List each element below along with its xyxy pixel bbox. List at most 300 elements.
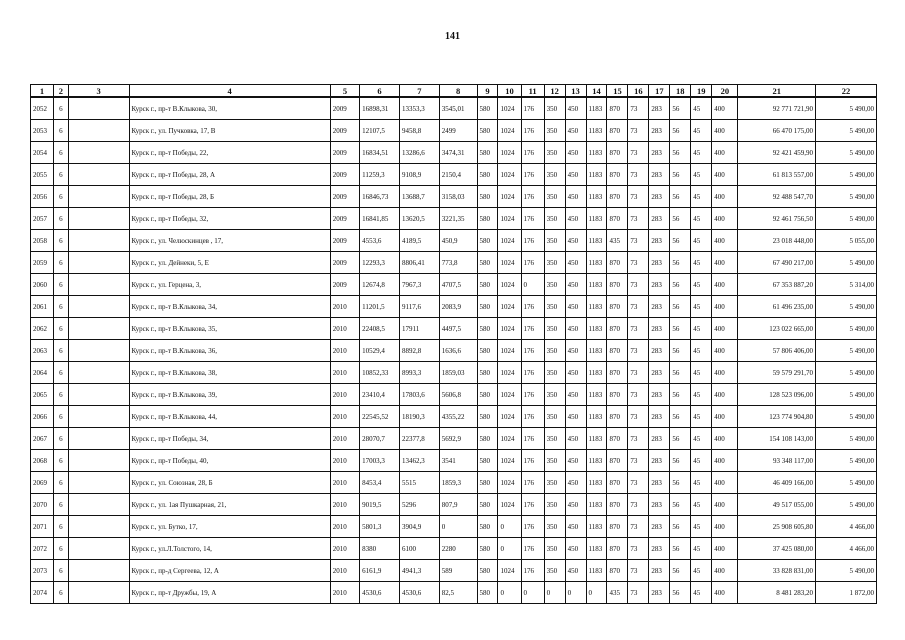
table-cell: 5 055,00 — [816, 230, 877, 252]
table-cell: 82,5 — [439, 582, 477, 604]
table-cell: 1636,6 — [439, 340, 477, 362]
table-cell: 5 490,00 — [816, 252, 877, 274]
table-cell: 4707,5 — [439, 274, 477, 296]
table-cell: 8806,41 — [399, 252, 439, 274]
table-row — [31, 120, 877, 142]
table-cell: 0 — [439, 516, 477, 538]
table-cell: 176 — [521, 97, 544, 120]
table-cell: 450 — [565, 97, 586, 120]
table-cell: 4530,6 — [360, 582, 400, 604]
table-cell: 870 — [607, 560, 628, 582]
table-cell: 450 — [565, 494, 586, 516]
table-cell: 4 466,00 — [816, 538, 877, 560]
table-cell: 73 — [628, 208, 649, 230]
table-cell: 5 490,00 — [816, 384, 877, 406]
address-cell: Курск г., ул. Челюскинцев , 17, — [129, 230, 330, 252]
address-cell: Курск г., пр-т В.Клыкова, 35, — [129, 318, 330, 340]
table-cell: 2009 — [330, 97, 359, 120]
column-header: 19 — [691, 85, 712, 98]
table-cell: 1024 — [498, 362, 521, 384]
table-cell: 2010 — [330, 384, 359, 406]
table-cell: 2010 — [330, 494, 359, 516]
table-cell: 9458,8 — [399, 120, 439, 142]
table-cell: 46 409 166,00 — [738, 472, 816, 494]
table-cell — [68, 472, 129, 494]
table-cell: 283 — [649, 186, 670, 208]
table-cell: 580 — [477, 164, 498, 186]
address-cell: Курск г., ул. Союзная, 28, Б — [129, 472, 330, 494]
table-cell: 9117,6 — [399, 296, 439, 318]
table-row — [31, 472, 877, 494]
table-cell: 2066 — [31, 406, 54, 428]
table-cell: 2499 — [439, 120, 477, 142]
table-cell — [68, 384, 129, 406]
table-cell: 8453,4 — [360, 472, 400, 494]
table-cell: 56 — [670, 120, 691, 142]
table-cell: 5 490,00 — [816, 362, 877, 384]
table-cell: 2058 — [31, 230, 54, 252]
table-cell: 57 806 406,00 — [738, 340, 816, 362]
table-cell: 5 490,00 — [816, 428, 877, 450]
table-cell: 580 — [477, 428, 498, 450]
table-cell: 580 — [477, 230, 498, 252]
table-cell: 350 — [544, 538, 565, 560]
table-cell: 870 — [607, 97, 628, 120]
table-cell: 6 — [54, 362, 69, 384]
table-cell: 4553,6 — [360, 230, 400, 252]
table-cell: 56 — [670, 340, 691, 362]
table-cell: 16898,31 — [360, 97, 400, 120]
table-cell: 870 — [607, 340, 628, 362]
table-cell: 176 — [521, 362, 544, 384]
table-cell: 400 — [712, 186, 738, 208]
table-cell: 4189,5 — [399, 230, 439, 252]
table-cell: 45 — [691, 274, 712, 296]
address-cell: Курск г., пр-т Победы, 28, А — [129, 164, 330, 186]
table-cell: 45 — [691, 164, 712, 186]
table-cell: 13286,6 — [399, 142, 439, 164]
table-cell: 3221,35 — [439, 208, 477, 230]
table-cell: 45 — [691, 252, 712, 274]
table-cell: 400 — [712, 120, 738, 142]
table-cell: 2010 — [330, 428, 359, 450]
table-cell: 2062 — [31, 318, 54, 340]
table-cell: 400 — [712, 582, 738, 604]
table-cell: 176 — [521, 120, 544, 142]
table-cell: 450 — [565, 340, 586, 362]
address-cell: Курск г., пр-т В.Клыкова, 39, — [129, 384, 330, 406]
column-header: 15 — [607, 85, 628, 98]
table-cell: 1183 — [586, 296, 607, 318]
table-cell: 350 — [544, 318, 565, 340]
table-cell: 1183 — [586, 318, 607, 340]
column-header: 2 — [54, 85, 69, 98]
table-cell: 2009 — [330, 142, 359, 164]
table-cell: 283 — [649, 516, 670, 538]
table-cell: 283 — [649, 142, 670, 164]
table-row — [31, 494, 877, 516]
table-cell: 2010 — [330, 560, 359, 582]
table-cell: 283 — [649, 296, 670, 318]
table-cell: 12107,5 — [360, 120, 400, 142]
table-cell: 13462,3 — [399, 450, 439, 472]
table-cell: 5 490,00 — [816, 208, 877, 230]
table-cell: 2074 — [31, 582, 54, 604]
table-cell: 1024 — [498, 318, 521, 340]
table-cell: 283 — [649, 428, 670, 450]
column-header: 21 — [738, 85, 816, 98]
table-cell: 25 908 605,80 — [738, 516, 816, 538]
table-cell: 45 — [691, 142, 712, 164]
table-row — [31, 318, 877, 340]
table-cell: 870 — [607, 274, 628, 296]
table-cell: 1024 — [498, 384, 521, 406]
table-cell: 807,9 — [439, 494, 477, 516]
table-cell: 400 — [712, 230, 738, 252]
table-cell: 8 481 283,20 — [738, 582, 816, 604]
column-header: 10 — [498, 85, 521, 98]
table-cell: 2063 — [31, 340, 54, 362]
column-header: 11 — [521, 85, 544, 98]
table-cell: 3158,03 — [439, 186, 477, 208]
address-cell: Курск г., пр-т В.Клыкова, 30, — [129, 97, 330, 120]
table-cell: 400 — [712, 164, 738, 186]
table-cell: 400 — [712, 384, 738, 406]
page-number: 141 — [445, 31, 460, 42]
table-cell: 176 — [521, 560, 544, 582]
table-cell: 350 — [544, 142, 565, 164]
table-cell: 73 — [628, 230, 649, 252]
table-cell: 45 — [691, 97, 712, 120]
table-cell: 1183 — [586, 142, 607, 164]
table-cell: 400 — [712, 142, 738, 164]
table-cell: 56 — [670, 230, 691, 252]
table-cell: 6 — [54, 186, 69, 208]
table-row — [31, 230, 877, 252]
table-cell: 450 — [565, 230, 586, 252]
table-cell: 22377,8 — [399, 428, 439, 450]
table-cell: 283 — [649, 274, 670, 296]
table-cell: 45 — [691, 428, 712, 450]
table-cell: 1024 — [498, 97, 521, 120]
table-cell: 2083,9 — [439, 296, 477, 318]
table-cell: 123 022 665,00 — [738, 318, 816, 340]
table-cell: 8993,3 — [399, 362, 439, 384]
column-header: 18 — [670, 85, 691, 98]
table-cell: 123 774 904,80 — [738, 406, 816, 428]
table-cell: 283 — [649, 252, 670, 274]
table-cell: 400 — [712, 560, 738, 582]
table-cell: 56 — [670, 560, 691, 582]
table-cell: 176 — [521, 340, 544, 362]
table-cell: 73 — [628, 362, 649, 384]
table-cell: 870 — [607, 428, 628, 450]
column-header: 7 — [399, 85, 439, 98]
table-cell: 450 — [565, 428, 586, 450]
table-cell: 56 — [670, 296, 691, 318]
table-cell — [68, 252, 129, 274]
table-cell: 56 — [670, 142, 691, 164]
table-cell: 0 — [498, 582, 521, 604]
table-cell: 45 — [691, 494, 712, 516]
table-cell: 2009 — [330, 230, 359, 252]
table-cell: 45 — [691, 384, 712, 406]
table-cell: 45 — [691, 582, 712, 604]
table-cell: 56 — [670, 164, 691, 186]
table-cell: 2054 — [31, 142, 54, 164]
table-cell: 400 — [712, 472, 738, 494]
table-cell: 6 — [54, 560, 69, 582]
table-cell: 283 — [649, 164, 670, 186]
table-cell: 450 — [565, 362, 586, 384]
table-cell: 45 — [691, 340, 712, 362]
table-cell: 580 — [477, 186, 498, 208]
table-cell: 17803,6 — [399, 384, 439, 406]
table-cell: 350 — [544, 450, 565, 472]
table-cell: 73 — [628, 296, 649, 318]
table-cell — [68, 208, 129, 230]
table-cell: 61 813 557,00 — [738, 164, 816, 186]
table-row — [31, 560, 877, 582]
table-cell: 450 — [565, 186, 586, 208]
table-cell: 283 — [649, 318, 670, 340]
table-cell: 56 — [670, 384, 691, 406]
table-cell: 23 018 448,00 — [738, 230, 816, 252]
table-cell: 870 — [607, 318, 628, 340]
table-cell: 56 — [670, 252, 691, 274]
table-cell: 56 — [670, 274, 691, 296]
table-cell: 6 — [54, 472, 69, 494]
table-cell: 5 490,00 — [816, 186, 877, 208]
table-cell: 2010 — [330, 296, 359, 318]
table-cell: 400 — [712, 538, 738, 560]
column-header: 14 — [586, 85, 607, 98]
table-row — [31, 362, 877, 384]
table-cell: 2010 — [330, 582, 359, 604]
table-cell: 350 — [544, 340, 565, 362]
table-cell: 870 — [607, 384, 628, 406]
table-cell: 450 — [565, 406, 586, 428]
table-cell: 2069 — [31, 472, 54, 494]
column-header: 6 — [360, 85, 400, 98]
table-cell: 1183 — [586, 230, 607, 252]
table-cell: 283 — [649, 362, 670, 384]
table-cell: 5606,8 — [439, 384, 477, 406]
table-cell: 4 466,00 — [816, 516, 877, 538]
address-cell: Курск г., ул. Бутко, 17, — [129, 516, 330, 538]
table-cell: 350 — [544, 472, 565, 494]
table-cell: 2010 — [330, 516, 359, 538]
table-cell: 450 — [565, 516, 586, 538]
table-cell: 1 872,00 — [816, 582, 877, 604]
table-cell: 93 348 117,00 — [738, 450, 816, 472]
table-cell: 154 108 143,00 — [738, 428, 816, 450]
table-cell: 2060 — [31, 274, 54, 296]
table-cell: 350 — [544, 494, 565, 516]
table-cell: 45 — [691, 560, 712, 582]
table-cell: 176 — [521, 450, 544, 472]
table-cell: 73 — [628, 252, 649, 274]
table-cell: 1024 — [498, 230, 521, 252]
table-cell: 283 — [649, 494, 670, 516]
address-cell: Курск г., пр-д Сергеева, 12, А — [129, 560, 330, 582]
table-cell: 870 — [607, 516, 628, 538]
table-cell — [68, 340, 129, 362]
table-cell: 9108,9 — [399, 164, 439, 186]
table-cell: 350 — [544, 516, 565, 538]
table-row — [31, 406, 877, 428]
table-cell: 45 — [691, 516, 712, 538]
address-cell: Курск г., ул. 1ая Пушкарная, 21, — [129, 494, 330, 516]
table-cell: 450 — [565, 560, 586, 582]
table-cell: 11259,3 — [360, 164, 400, 186]
table-cell: 400 — [712, 296, 738, 318]
table-cell — [68, 120, 129, 142]
table-cell: 2073 — [31, 560, 54, 582]
table-cell: 6 — [54, 208, 69, 230]
table-cell — [68, 142, 129, 164]
table-cell: 1183 — [586, 472, 607, 494]
table-cell: 73 — [628, 384, 649, 406]
table-cell: 870 — [607, 538, 628, 560]
table-cell: 2070 — [31, 494, 54, 516]
table-cell: 773,8 — [439, 252, 477, 274]
address-cell: Курск г., ул. Дейнеки, 5, Е — [129, 252, 330, 274]
table-cell: 0 — [521, 582, 544, 604]
table-cell: 45 — [691, 450, 712, 472]
table-cell — [68, 428, 129, 450]
table-cell: 13620,5 — [399, 208, 439, 230]
table-cell: 73 — [628, 97, 649, 120]
table-cell: 580 — [477, 516, 498, 538]
table-cell: 450 — [565, 296, 586, 318]
table-cell: 2071 — [31, 516, 54, 538]
table-cell: 6 — [54, 340, 69, 362]
table-cell: 580 — [477, 538, 498, 560]
table-cell: 56 — [670, 428, 691, 450]
table-cell: 176 — [521, 318, 544, 340]
table-cell: 1183 — [586, 494, 607, 516]
table-cell: 2009 — [330, 120, 359, 142]
table-cell: 73 — [628, 538, 649, 560]
table-cell: 73 — [628, 494, 649, 516]
table-cell: 2009 — [330, 186, 359, 208]
table-cell: 450,9 — [439, 230, 477, 252]
table-cell: 176 — [521, 208, 544, 230]
table-cell: 67 353 887,20 — [738, 274, 816, 296]
table-row — [31, 384, 877, 406]
table-cell: 580 — [477, 296, 498, 318]
table-cell: 2010 — [330, 318, 359, 340]
address-cell: Курск г., ул. Герцена, 3, — [129, 274, 330, 296]
table-cell: 580 — [477, 120, 498, 142]
table-cell: 1024 — [498, 494, 521, 516]
table-cell: 6 — [54, 97, 69, 120]
table-cell: 73 — [628, 450, 649, 472]
table-cell: 589 — [439, 560, 477, 582]
table-cell: 1024 — [498, 450, 521, 472]
table-cell: 73 — [628, 428, 649, 450]
table-cell: 6 — [54, 318, 69, 340]
table-cell: 283 — [649, 406, 670, 428]
address-cell: Курск г., пр-т Дружбы, 19, А — [129, 582, 330, 604]
table-cell: 28070,7 — [360, 428, 400, 450]
table-cell — [68, 164, 129, 186]
table-cell: 350 — [544, 97, 565, 120]
table-cell: 45 — [691, 120, 712, 142]
table-cell: 350 — [544, 208, 565, 230]
table-cell: 73 — [628, 120, 649, 142]
table-cell: 6161,9 — [360, 560, 400, 582]
table-cell: 128 523 096,00 — [738, 384, 816, 406]
table-cell: 2065 — [31, 384, 54, 406]
table-cell: 5 490,00 — [816, 560, 877, 582]
table-cell: 870 — [607, 406, 628, 428]
table-cell: 6 — [54, 230, 69, 252]
table-cell: 1024 — [498, 252, 521, 274]
table-cell: 283 — [649, 560, 670, 582]
table-cell: 400 — [712, 274, 738, 296]
column-header: 9 — [477, 85, 498, 98]
table-cell: 5 490,00 — [816, 494, 877, 516]
table-cell: 5 490,00 — [816, 164, 877, 186]
table-cell: 6 — [54, 252, 69, 274]
table-cell: 1183 — [586, 186, 607, 208]
table-row — [31, 538, 877, 560]
table-cell: 1859,03 — [439, 362, 477, 384]
table-cell: 176 — [521, 252, 544, 274]
table-cell: 45 — [691, 296, 712, 318]
address-cell: Курск г., пр-т Победы, 22, — [129, 142, 330, 164]
address-cell: Курск г., пр-т В.Клыкова, 44, — [129, 406, 330, 428]
table-cell: 6 — [54, 428, 69, 450]
table-cell: 73 — [628, 274, 649, 296]
table-cell: 450 — [565, 318, 586, 340]
table-cell — [68, 186, 129, 208]
table-cell: 6 — [54, 582, 69, 604]
table-cell: 1024 — [498, 164, 521, 186]
table-cell: 5 314,00 — [816, 274, 877, 296]
table-cell: 283 — [649, 230, 670, 252]
table-cell: 176 — [521, 516, 544, 538]
table-cell: 2009 — [330, 252, 359, 274]
table-cell: 1183 — [586, 428, 607, 450]
table-cell: 13688,7 — [399, 186, 439, 208]
column-header: 1 — [31, 85, 54, 98]
table-cell: 5 490,00 — [816, 340, 877, 362]
table-cell: 400 — [712, 340, 738, 362]
table-cell: 1024 — [498, 406, 521, 428]
table-cell: 73 — [628, 560, 649, 582]
table-cell: 1183 — [586, 406, 607, 428]
table-cell — [68, 406, 129, 428]
table-cell: 283 — [649, 582, 670, 604]
table-cell: 1024 — [498, 428, 521, 450]
table-cell: 56 — [670, 208, 691, 230]
table-cell: 2150,4 — [439, 164, 477, 186]
table-row — [31, 186, 877, 208]
table-row — [31, 208, 877, 230]
table-cell: 4355,22 — [439, 406, 477, 428]
table-cell: 1024 — [498, 296, 521, 318]
table-cell: 176 — [521, 472, 544, 494]
table-cell: 450 — [565, 472, 586, 494]
table-cell: 2010 — [330, 362, 359, 384]
table-cell: 1024 — [498, 472, 521, 494]
table-cell: 580 — [477, 582, 498, 604]
table-cell: 59 579 291,70 — [738, 362, 816, 384]
address-cell: Курск г., пр-т Победы, 32, — [129, 208, 330, 230]
